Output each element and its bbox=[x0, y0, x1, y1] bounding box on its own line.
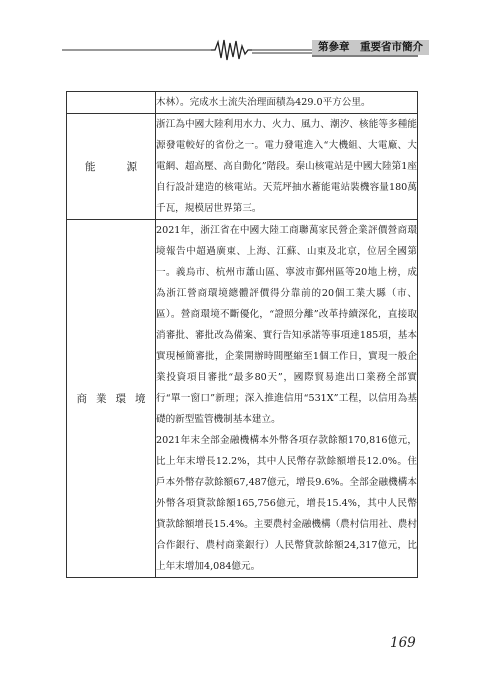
label-cell-business bbox=[67, 220, 156, 578]
energy-label-char-2: 源 bbox=[126, 161, 137, 173]
label-cell-empty bbox=[67, 92, 156, 114]
page-number: 169 bbox=[390, 635, 416, 651]
table-row bbox=[67, 114, 418, 220]
chapter-title: 第參章 重要省市簡介 bbox=[312, 40, 429, 55]
energy-label bbox=[67, 159, 155, 174]
energy-text: 浙江為中國大陸利用水力、火力、風力、潮汐、核能等多種能源發電較好的省份之一。電力發電進入“大機組、大電廠、大電網、超高壓、高自動化”階段。秦山核電站是中國大陸第1座自行設計建造的核電站。天荒坪抽水蓄能電站裝機容量180萬千瓦，規模居世界第三。 bbox=[156, 119, 417, 214]
label-cell-energy bbox=[67, 114, 156, 220]
province-info-table bbox=[66, 91, 418, 578]
table-row bbox=[67, 220, 418, 578]
business-paragraph-1: 2021年，浙江省在中國大陸工商聯萬家民營企業評價營商環境報告中超過廣東、上海、江蘇、山東及北京，位居全國第一。義烏市、杭州市蕭山區、寧波市鄞州區等20地上榜，成為浙江營商環境總體評價得分靠前的20個工業大縣（市、區）。營商環境不斷優化，“證照分離”改革持續深化，直接取消審批、審批改為備案、實行告知承諾等事項達185項，基本實現極簡審批，企業開辦時間壓縮至1個工作日，實現一般企業投資項目審批“最多80天”，國際貿易進出口業務全部實行“單一窗口”新理；深入推進信用“531X”工程，以信用為基礎的新型監管機制基本建立。 bbox=[156, 225, 417, 425]
business-paragraph-2: 2021年末全部金融機構本外幣各項存款餘額170,816億元，比上年末增長12.2%，其中人民幣存款餘額增長12.0%。住戶本外幣存款餘額67,487億元，增長9.6%。全部金融機構本外幣各項貸款餘額165,756億元，增長15.4%，其中人民幣貸款餘額增長15.4%。主要農村金融機構（農村信用社、農村合作銀行、農村商業銀行）人民幣貸款餘額24,317億元，比上年末增加4,084億元。 bbox=[156, 435, 417, 572]
content-cell-energy bbox=[156, 114, 418, 220]
energy-label-char-1: 能 bbox=[85, 161, 96, 173]
business-label: 商業環境 bbox=[76, 393, 155, 405]
content-cell-business bbox=[156, 220, 418, 578]
content-cell-continued bbox=[156, 92, 418, 114]
table-row bbox=[67, 92, 418, 114]
continued-text: 木林）。完成水土流失治理面積為429.0平方公里。 bbox=[156, 97, 371, 108]
